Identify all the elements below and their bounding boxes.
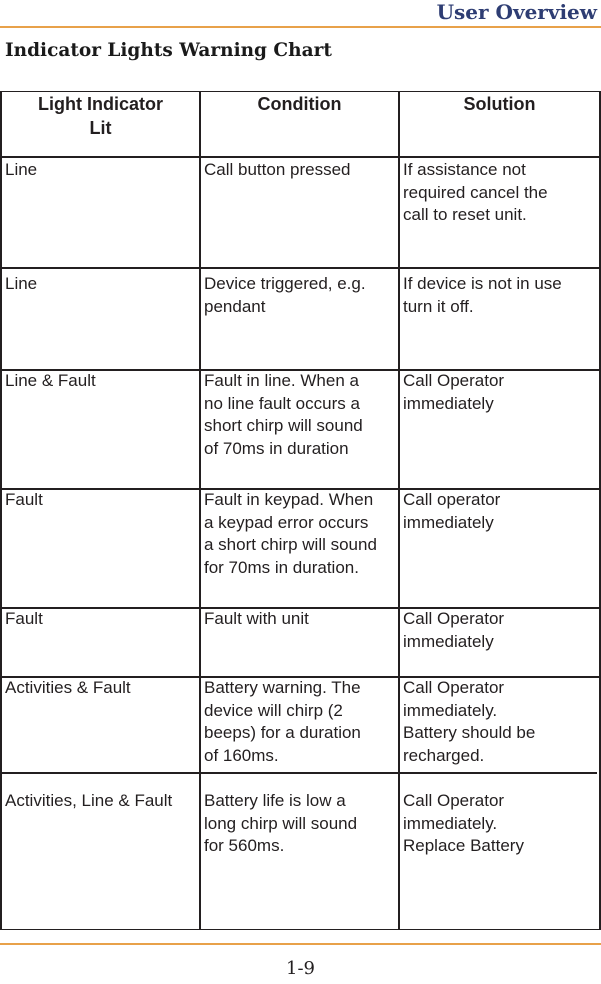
table-cell-condition: Battery life is low a long chirp will sound for 560ms.: [204, 791, 358, 855]
table-cell-solution: Call Operator immediately. Battery should be recharged.: [403, 678, 536, 765]
table-cell-solution: Call Operator immediately: [403, 371, 505, 413]
table-cell-indicator: Activities, Line & Fault: [5, 791, 173, 810]
table-cell-solution: If device is not in use turn it off.: [403, 274, 562, 316]
table-cell-indicator: Activities & Fault: [5, 678, 131, 697]
table-cell-condition: Call button pressed: [204, 160, 351, 179]
table-cell-condition: Battery warning. The device will chirp (2 beeps) for a duration of 160ms.: [204, 678, 361, 765]
table-cell-indicator: Fault: [5, 490, 43, 509]
table-column-divider: [398, 92, 400, 929]
table-border-right: [599, 92, 601, 929]
table-cell-indicator: Line: [5, 160, 38, 179]
table-cell-condition: Fault with unit: [204, 609, 309, 628]
table-cell-solution: Call Operator immediately: [403, 609, 505, 651]
table-cell-condition: Fault in line. When a no line fault occurs a short chirp will sound of 70ms in duration: [204, 371, 363, 458]
page-number: 1-9: [286, 958, 315, 979]
table-cell-solution: If assistance not required cancel the call to reset unit.: [403, 160, 548, 224]
indicator-warning-table: [0, 91, 601, 930]
table-row-divider: [0, 772, 597, 774]
table-row-divider: [0, 267, 601, 269]
table-row-divider: [0, 156, 601, 158]
table-cell-indicator: Line & Fault: [5, 371, 96, 390]
table-cell-solution: Call operator immediately: [403, 490, 501, 532]
table-border-left: [0, 92, 2, 929]
column-header-light-indicator: Light Indicator Lit: [38, 94, 163, 138]
table-cell-indicator: Fault: [5, 609, 43, 628]
table-cell-condition: Device triggered, e.g. pendant: [204, 274, 366, 316]
footer-divider: [0, 943, 601, 945]
header-divider: [0, 26, 601, 28]
column-header-solution: Solution: [463, 94, 536, 114]
column-header-condition: Condition: [257, 94, 342, 114]
table-cell-indicator: Line: [5, 274, 38, 293]
table-cell-condition: Fault in keypad. When a keypad error occurs a short chirp will sound for 70ms in duration.: [204, 490, 377, 577]
running-header-title: User Overview: [436, 0, 597, 24]
table-column-divider: [199, 92, 201, 929]
table-cell-solution: Call Operator immediately. Replace Battery: [403, 791, 524, 855]
section-title: Indicator Lights Warning Chart: [5, 40, 332, 61]
